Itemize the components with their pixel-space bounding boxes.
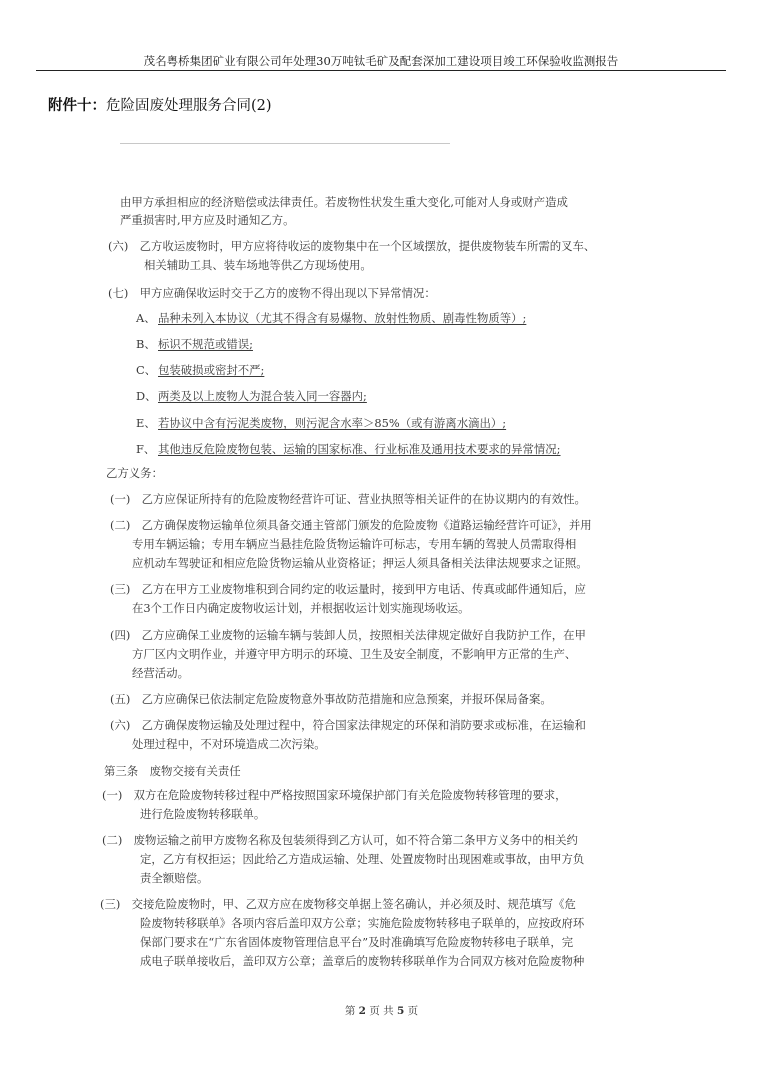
text-line: 保部门要求在“广东省固体废物管理信息平台”及时准确填写危险废物转移电子联单，完 (140, 935, 574, 949)
text-line: (三) 乙方在甲方工业废物堆积到合同约定的收运量时，接到甲方电话、传真或邮件通知后，应 (110, 582, 586, 596)
text-line: (五) 乙方应确保已依法制定危险废物意外事故防范措施和应急预案，并报环保局备案。 (110, 692, 552, 706)
scan-edge-line (120, 143, 450, 144)
text-line: 应机动车驾驶证和相应危险货物运输从业资格证；押运人须具备相关法律法规要求之证照。 (132, 556, 588, 570)
text-line: 经营活动。 (132, 666, 189, 680)
list-marker: B、 (136, 337, 156, 351)
text-line: (二) 废物运输之前甲方废物名称及包装须得到乙方认可，如不符合第二条甲方义务中的相关约 (102, 833, 578, 847)
text-line: 相关辅助工具、装车场地等供乙方现场使用。 (144, 258, 372, 272)
text-line: 由甲方承担相应的经济赔偿或法律责任。若废物性状发生重大变化,可能对人身或财产造成 (120, 195, 568, 209)
text-line: 责全额赔偿。 (140, 871, 209, 885)
list-marker: A、 (136, 311, 156, 325)
header-rule (36, 70, 726, 71)
text-line: 成电子联单接收后，盖印双方公章；盖章后的废物转移联单作为合同双方核对危险废物种 (140, 954, 585, 968)
list-item: 其他违反危险废物包装、运输的国家标准、行业标准及通用技术要求的异常情况; (158, 442, 561, 456)
text-line: (四) 乙方应确保工业废物的运输车辆与装卸人员，按照相关法律规定做好自我防护工作，在甲 (110, 628, 586, 642)
section-heading: 乙方义务： (106, 466, 163, 480)
text-line: (六) 乙方收运废物时，甲方应将待收运的废物集中在一个区域摆放，提供废物装车所需的叉车、 (108, 239, 596, 253)
text-line: (一) 乙方应保证所持有的危险废物经营许可证、营业执照等相关证件的在协议期内的有效性。 (110, 492, 586, 506)
page-number: 2 (358, 1005, 366, 1017)
text-line: 专用车辆运输；专用车辆应当悬挂危险货物运输许可标志，专用车辆的驾驶人员需取得相 (132, 537, 577, 551)
text-line: (三) 交接危险废物时，甲、乙双方应在废物移交单据上签名确认，并必须及时、规范填写《危 (100, 897, 576, 911)
page-footer: 第 2 页 共 5 页 (344, 1005, 419, 1017)
attachment-heading (48, 94, 272, 115)
list-marker: E、 (136, 416, 156, 430)
text-line: 严重损害时,甲方应及时通知乙方。 (120, 213, 295, 227)
text-line: 方厂区内文明作业，并遵守甲方明示的环境、卫生及安全制度，不影响甲方正常的生产、 (132, 647, 577, 661)
report-header: 茂名粤桥集团矿业有限公司年处理30万吨钛毛矿及配套深加工建设项目竣工环保验收监测报告 (143, 54, 619, 68)
page-total: 5 (397, 1005, 405, 1017)
text-line: 定，乙方有权拒运；因此给乙方造成运输、处理、处置废物时出现困难或事故，由甲方负 (140, 852, 585, 866)
text-line: 险废物转移联单》各项内容后盖印双方公章；实施危险废物转移电子联单的，应按政府环 (140, 916, 585, 930)
text-line: (七) 甲方应确保收运时交于乙方的废物不得出现以下异常情况： (108, 286, 436, 300)
list-item: 两类及以上废物人为混合装入同一容器内; (158, 389, 367, 403)
list-marker: F、 (136, 442, 156, 456)
attachment-label: 附件十： (48, 98, 106, 114)
list-item: 若协议中含有污泥类废物，则污泥含水率＞85%（或有游离水滴出）; (158, 416, 507, 430)
list-item: 标识不规范或错误; (158, 337, 253, 351)
text-line: (二) 乙方确保废物运输单位须具备交通主管部门颁发的危险废物《道路运输经营许可证》，并用 (110, 518, 592, 532)
attachment-title: 危险固废处理服务合同(2) (106, 98, 272, 114)
text-line: (六) 乙方确保废物运输及处理过程中，符合国家法律规定的环保和消防要求或标准，在运输和 (110, 718, 586, 732)
list-marker: C、 (136, 363, 157, 377)
list-marker: D、 (136, 389, 157, 403)
list-item: 包装破损或密封不严; (158, 363, 265, 377)
section-heading: 第三条 废物交接有关责任 (104, 764, 241, 778)
text-line: 在3个工作日内确定废物收运计划，并根据收运计划实施现场收运。 (132, 601, 470, 615)
text-line: 进行危险废物转移联单。 (140, 807, 266, 821)
text-line: 处理过程中，不对环境造成二次污染。 (132, 737, 326, 751)
list-item: 品种未列入本协议（尤其不得含有易爆物、放射性物质、剧毒性物质等）; (158, 311, 527, 325)
text-line: (一) 双方在危险废物转移过程中严格按照国家环境保护部门有关危险废物转移管理的要求， (102, 788, 567, 802)
